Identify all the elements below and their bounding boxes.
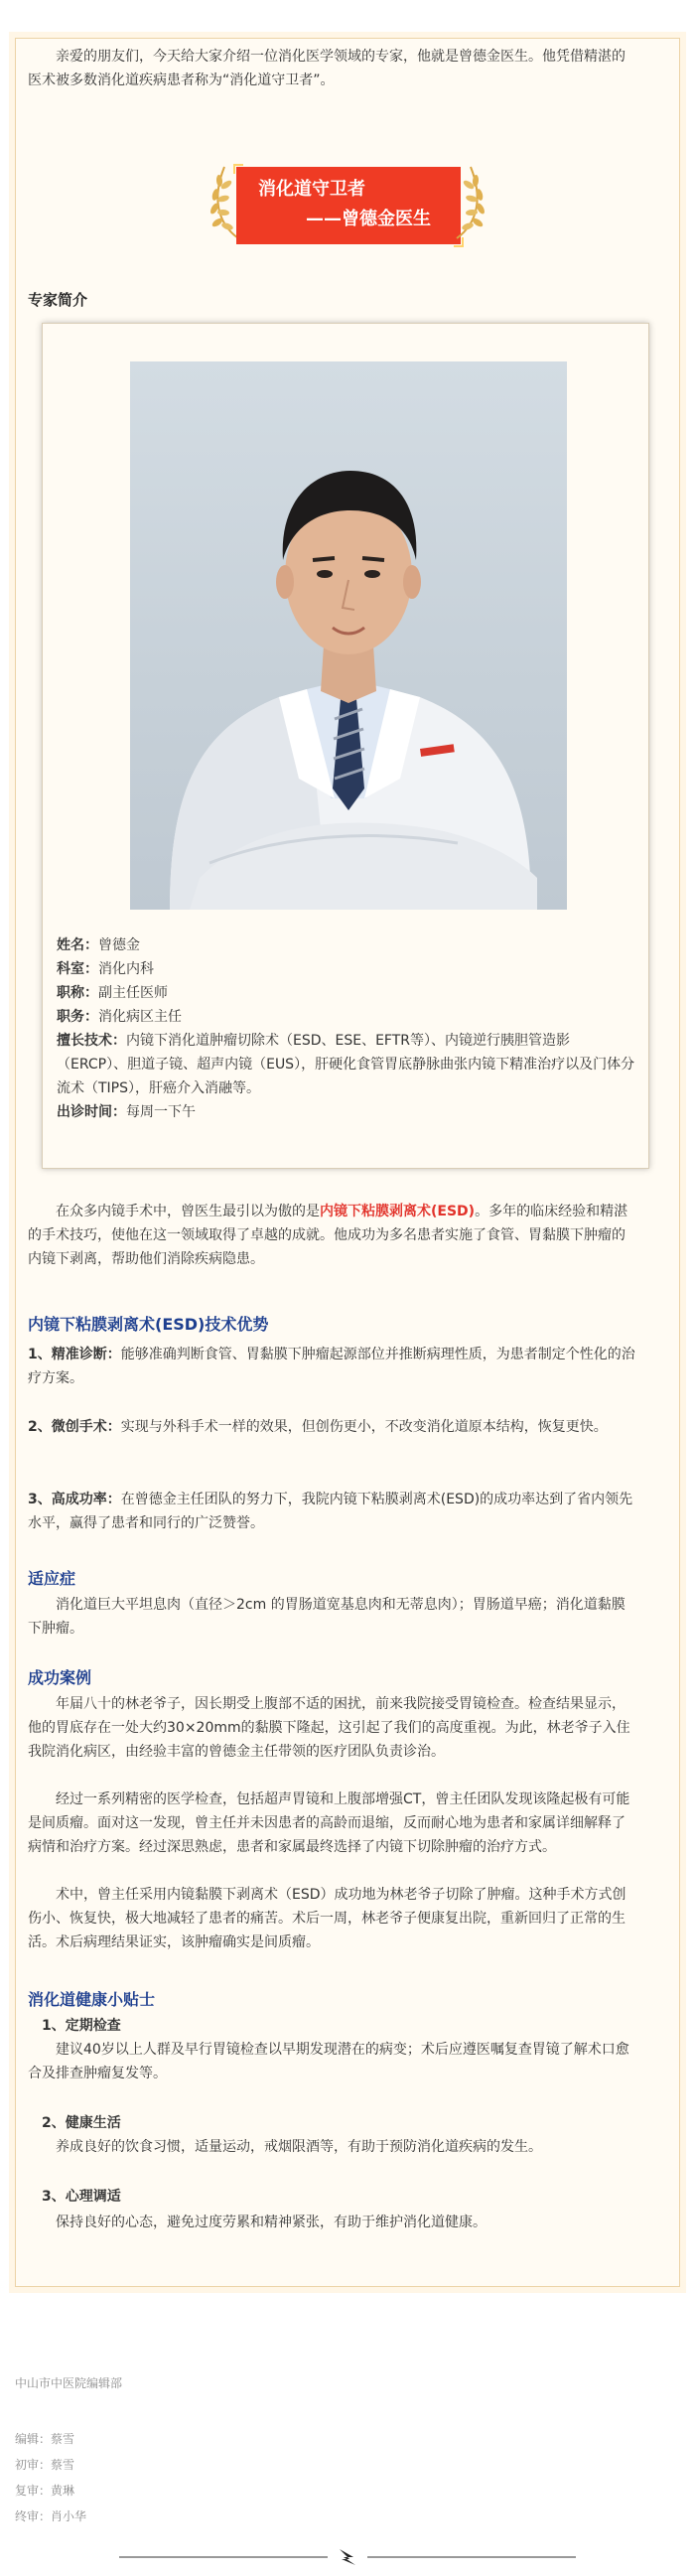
doctor-title: 副主任医师 (98, 985, 168, 1001)
tip-label: 2、健康生活 (42, 2115, 121, 2131)
tip-label: 3、心理调适 (42, 2189, 121, 2205)
doctor-portrait-icon (130, 361, 567, 910)
doctor-skills: 内镜下消化道肿瘤切除术（ESD、ESE、EFTR等）、内镜逆行胰胆管造影（ERCP）、胆道子镜、超声内镜（EUS），肝硬化食管胃底静脉曲张内镜下精准治疗以及门体分流术（TIPS），肝癌介入消融等。 (57, 1033, 635, 1096)
advantage-item: 2、微创手术：实现与外科手术一样的效果，但创伤更小，不改变消化道原本结构，恢复更快。 (28, 1419, 608, 1435)
esd-highlight: 内镜下粘膜剥离术(ESD) (320, 1204, 476, 1219)
tip-text: 保持良好的心态，避免过度劳累和精神紧张，有助于维护消化道健康。 (56, 2215, 486, 2230)
esd-intro-paragraph: 在众多内镜手术中，曾医生最引以为傲的是内镜下粘膜剥离术(ESD)。多年的临床经验和精湛的手术技巧，使他在这一领域取得了卓越的成就。他成功为多名患者实施了食管、胃黏膜下肿瘤的内镜下剥离，帮助他们消除疾病隐患。 (28, 1204, 628, 1267)
profile-info: 姓名：曾德金 科室：消化内科 职称：副主任医师 职务：消化病区主任 擅长技术：内镜下消化道肿瘤切除术（ESD、ESE、EFTR等）、内镜逆行胰胆管造影（ERCP）、胆道子镜、超声内镜（EUS），肝硬化食管胃底静脉曲张内镜下精准治疗以及门体分流术（TIPS），肝癌介入消融等。 出诊时间：每周一下午 (57, 937, 635, 1120)
indications-text: 消化道巨大平坦息肉（直径＞2cm 的胃肠道宽基息肉和无蒂息肉）；胃肠道早癌；消化道黏膜下肿瘤。 (28, 1597, 626, 1637)
doctor-duty: 消化病区主任 (98, 1009, 182, 1025)
indications-heading: 适应症 (28, 1569, 76, 1588)
doctor-name: 曾德金 (98, 937, 140, 953)
footer-first-review: 初审：蔡雪 (15, 2458, 75, 2472)
tip-label: 1、定期检查 (42, 2018, 121, 2034)
clinic-time: 每周一下午 (126, 1104, 196, 1120)
end-divider-icon (119, 2547, 576, 2567)
footer-final-review: 终审：肖小华 (15, 2509, 87, 2523)
tip-text: 养成良好的饮食习惯，适量运动，戒烟限酒等，有助于预防消化道疾病的发生。 (56, 2139, 542, 2155)
advantage-item: 1、精准诊断：能够准确判断食管、胃黏膜下肿瘤起源部位并推断病理性质，为患者制定个性化的治疗方案。 (28, 1347, 635, 1386)
case-paragraph-3: 术中，曾主任采用内镜黏膜下剥离术（ESD）成功地为林老爷子切除了肿瘤。这种手术方式创伤小、恢复快，极大地减轻了患者的痛苦。术后一周，林老爷子便康复出院，重新回归了正常的生活。术后病理结果证实，该肿瘤确实是间质瘤。 (28, 1887, 626, 1950)
badge-title: 消化道守卫者 (258, 179, 365, 200)
footer-dept: 中山市中医院编辑部 (15, 2376, 123, 2390)
advantage-item: 3、高成功率：在曾德金主任团队的努力下，我院内镜下粘膜剥离术(ESD)的成功率达到了省内领先水平，赢得了患者和同行的广泛赞誉。 (28, 1492, 633, 1531)
doctor-dept: 消化内科 (98, 961, 154, 977)
profile-heading: 专家简介 (28, 291, 88, 309)
case-heading: 成功案例 (28, 1668, 92, 1687)
profile-card (42, 323, 649, 1169)
tip-text: 建议40岁以上人群及早行胃镜检查以早期发现潜在的病变；术后应遵医嘱复查胃镜了解术口愈合及排查肿瘤复发等。 (28, 2042, 629, 2081)
footer-editor: 编辑：蔡雪 (15, 2432, 75, 2446)
title-badge-box (236, 167, 461, 244)
tips-heading: 消化道健康小贴士 (28, 1990, 156, 2009)
laurel-right-icon (447, 161, 486, 242)
advantages-heading: 内镜下粘膜剥离术(ESD)技术优势 (28, 1315, 269, 1334)
footer-second-review: 复审：黄琳 (15, 2484, 75, 2498)
doctor-photo (130, 361, 567, 910)
badge-subtitle: ——曾德金医生 (306, 209, 431, 229)
editorial-footer (15, 2373, 122, 2532)
title-badge (208, 149, 486, 253)
case-paragraph-1: 年届八十的林老爷子，因长期受上腹部不适的困扰，前来我院接受胃镜检查。检查结果显示，他的胃底存在一处大约30×20mm的黏膜下隆起，这引起了我们的高度重视。为此，林老爷子入住我院消化病区，由经验丰富的曾德金主任带领的医疗团队负责诊治。 (28, 1696, 630, 1760)
intro-paragraph: 亲爱的朋友们，今天给大家介绍一位消化医学领域的专家，他就是曾德金医生。他凭借精湛的医术被多数消化道疾病患者称为“消化道守卫者”。 (28, 49, 626, 88)
case-paragraph-2: 经过一系列精密的医学检查，包括超声胃镜和上腹部增强CT，曾主任团队发现该隆起极有可能是间质瘤。面对这一发现，曾主任并未因患者的高龄而退缩，反而耐心地为患者和家属详细解释了病情和治疗方案。经过深思熟虑，患者和家属最终选择了内镜下切除肿瘤的治疗方式。 (28, 1791, 630, 1855)
